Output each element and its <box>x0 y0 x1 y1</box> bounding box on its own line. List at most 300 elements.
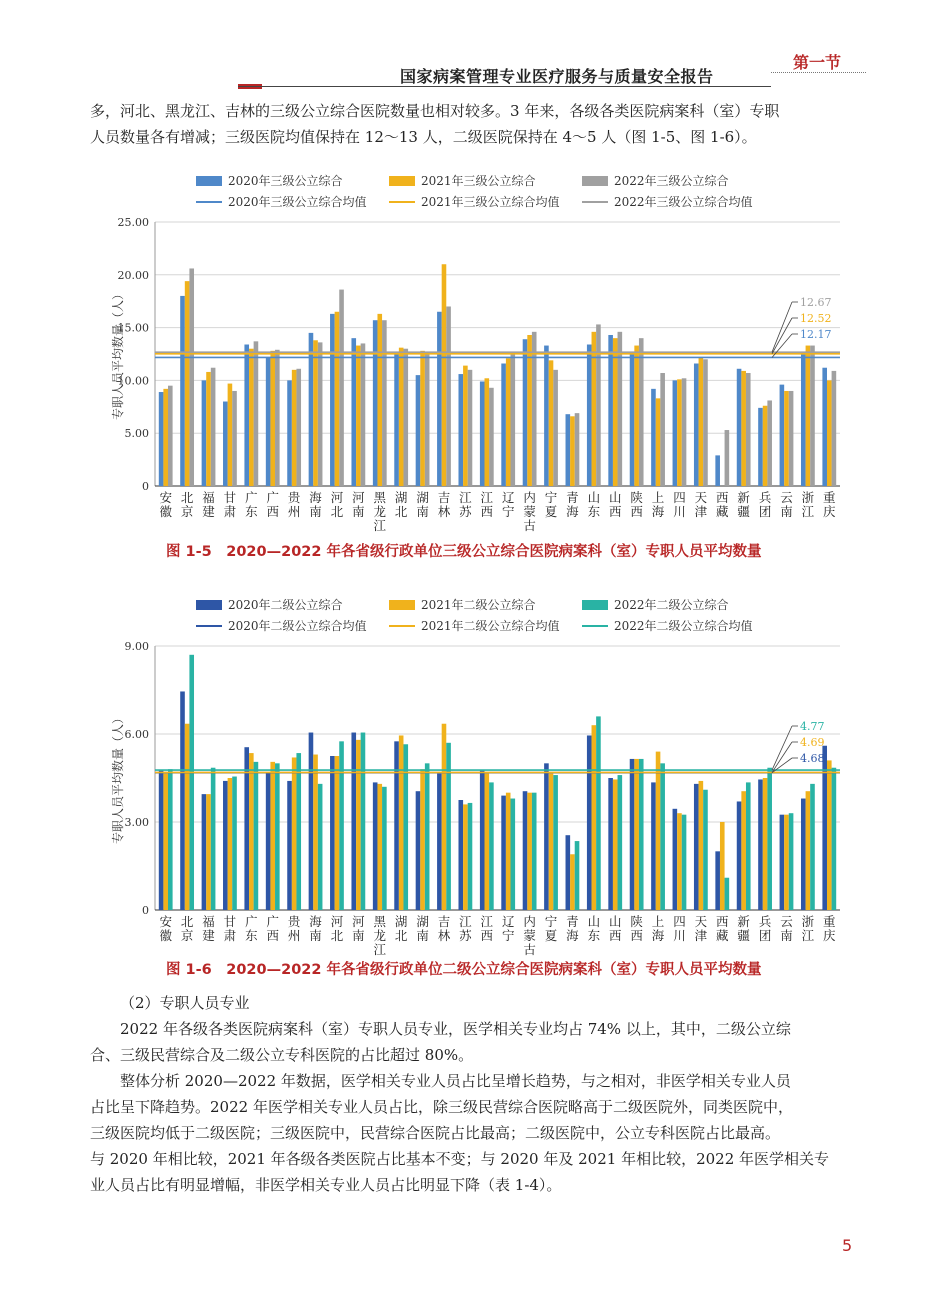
bar <box>373 320 378 486</box>
bar <box>746 782 751 910</box>
bar <box>382 320 387 486</box>
bar <box>287 781 292 910</box>
x-tick-label: 云南 <box>780 490 793 519</box>
running-header-title: 国家病案管理专业医疗服务与质量安全报告 <box>400 67 714 86</box>
bar <box>211 368 216 486</box>
bar <box>673 380 678 486</box>
page-number: 5 <box>842 1236 853 1255</box>
bar <box>694 364 699 487</box>
bar <box>244 345 249 487</box>
bar <box>660 373 665 486</box>
bar <box>202 794 207 910</box>
bar <box>437 774 442 910</box>
bar <box>270 351 275 486</box>
x-tick-label: 陕西 <box>630 914 643 943</box>
y-tick-label: 15.00 <box>117 321 149 335</box>
bar <box>587 345 592 487</box>
header-rule <box>238 86 771 87</box>
bar <box>501 364 506 487</box>
body-line: 与 2020 年相比较，2021 年各级各类医院占比基本不变；与 2020 年及 2021 年相比较，2022 年医学相关专 <box>90 1150 830 1168</box>
body-paragraphs <box>90 990 862 1198</box>
legend-label: 2021年三级公立综合 <box>421 174 536 188</box>
bar <box>587 735 592 910</box>
x-tick-label: 新疆 <box>737 914 750 943</box>
bar <box>737 369 742 486</box>
x-tick-label: 甘肃 <box>223 490 237 519</box>
bar <box>639 338 644 486</box>
bar <box>180 691 185 910</box>
bar <box>806 791 811 910</box>
bar <box>651 782 656 910</box>
bar <box>523 339 528 486</box>
bar <box>309 333 314 486</box>
x-tick-label: 重庆 <box>823 914 836 943</box>
bar <box>746 373 751 486</box>
bar <box>335 756 340 910</box>
bar <box>266 772 271 910</box>
bar <box>377 314 382 486</box>
bar <box>699 781 704 910</box>
bar <box>335 312 340 486</box>
bar <box>780 815 785 910</box>
bar <box>758 779 763 910</box>
bar <box>287 380 292 486</box>
body-line: 三级医院均低于二级医院；三级医院中，民营综合医院占比最高；二级医院中，公立专科医院占比最高。 <box>90 1124 781 1142</box>
legend-swatch <box>389 600 415 610</box>
x-tick-label: 四川 <box>673 490 686 519</box>
bar <box>789 391 794 486</box>
x-tick-label: 江西 <box>480 490 494 519</box>
y-tick-label: 5.00 <box>124 427 149 441</box>
bar <box>296 369 301 486</box>
bar <box>361 733 366 910</box>
bar <box>592 332 597 486</box>
bar <box>296 753 301 910</box>
bar <box>468 370 473 486</box>
bar <box>254 341 259 486</box>
x-tick-label: 浙江 <box>801 490 815 519</box>
x-tick-label: 内蒙古 <box>523 490 536 533</box>
bar <box>656 752 661 910</box>
bar <box>656 398 661 486</box>
x-tick-label: 上海 <box>651 914 665 943</box>
bar <box>618 775 623 910</box>
bar <box>313 340 318 486</box>
bar <box>608 778 613 910</box>
bar <box>351 338 356 486</box>
bar <box>523 791 528 910</box>
x-tick-label: 湖南 <box>416 490 429 519</box>
x-tick-label: 吉林 <box>437 490 451 519</box>
callout-leader <box>772 318 792 354</box>
bar <box>480 771 485 910</box>
legend-label: 2022年三级公立综合 <box>614 174 729 188</box>
bar <box>485 378 490 486</box>
bar <box>206 372 211 486</box>
bar <box>501 796 506 910</box>
legend-label: 2020年三级公立综合 <box>228 174 343 188</box>
bar <box>532 332 537 486</box>
bar <box>168 769 173 910</box>
bar <box>159 392 164 486</box>
bar <box>630 353 635 486</box>
bar <box>211 768 216 910</box>
bar <box>741 791 746 910</box>
legend-label: 2020年二级公立综合均值 <box>228 619 367 633</box>
mean-value-label: 4.77 <box>800 720 825 733</box>
bar <box>682 815 687 910</box>
y-axis-label: 专职人员平均数量（人） <box>111 287 125 421</box>
x-tick-label: 广东 <box>245 914 258 943</box>
bar <box>763 406 768 486</box>
bar <box>699 357 704 486</box>
bar <box>420 769 425 910</box>
bar <box>511 799 516 910</box>
bar <box>780 385 785 486</box>
x-tick-label: 辽宁 <box>501 490 515 519</box>
bar <box>442 724 447 910</box>
intro-paragraph <box>90 98 862 150</box>
x-tick-label: 云南 <box>780 914 793 943</box>
mean-value-label: 4.68 <box>800 752 825 765</box>
chart-fig-1-5 <box>0 160 950 532</box>
bar <box>801 352 806 486</box>
bar <box>694 784 699 910</box>
bar <box>575 841 580 910</box>
bar <box>403 744 408 910</box>
bar <box>394 353 399 486</box>
legend-label: 2021年三级公立综合均值 <box>421 195 560 209</box>
bar <box>425 763 430 910</box>
x-tick-label: 湖北 <box>394 490 408 519</box>
mean-value-label: 12.17 <box>800 328 832 341</box>
bar <box>416 375 421 486</box>
bar <box>189 268 194 486</box>
body-line: （2）专职人员专业 <box>120 994 250 1012</box>
bar <box>254 762 259 910</box>
y-axis-label: 专职人员平均数量（人） <box>111 711 125 845</box>
bar <box>822 368 827 486</box>
legend-label: 2020年二级公立综合 <box>228 598 343 612</box>
bar <box>468 803 473 910</box>
bar <box>463 804 468 910</box>
bar <box>356 346 361 486</box>
bar <box>596 324 601 486</box>
bar <box>330 756 335 910</box>
bar <box>446 743 451 910</box>
bar <box>720 822 725 910</box>
bar <box>592 725 597 910</box>
legend-swatch <box>196 176 222 186</box>
x-tick-label: 安徽 <box>159 490 172 519</box>
figure-caption-1-5: 图 1-5 2020—2022 年各省级行政单位三级公立综合医院病案科（室）专职人员平均数量 <box>166 544 762 560</box>
legend-label: 2021年二级公立综合 <box>421 598 536 612</box>
x-tick-label: 青海 <box>566 490 579 519</box>
bar <box>382 787 387 910</box>
bar <box>832 371 837 486</box>
bar <box>618 332 623 486</box>
bar <box>189 655 194 910</box>
x-tick-label: 四川 <box>673 914 686 943</box>
bar <box>437 312 442 486</box>
y-tick-label: 25.00 <box>117 216 149 229</box>
x-tick-label: 安徽 <box>159 914 172 943</box>
bar <box>532 793 537 910</box>
bar <box>677 379 682 486</box>
body-line: 合、三级民营综合及二级公立专科医院的占比超过 80%。 <box>90 1046 474 1064</box>
x-tick-label: 贵州 <box>287 490 301 519</box>
bar <box>399 735 404 910</box>
legend-label: 2022年二级公立综合 <box>614 598 729 612</box>
bar <box>232 391 237 486</box>
bar <box>682 378 687 486</box>
x-tick-label: 广西 <box>266 914 279 943</box>
bar <box>544 346 549 486</box>
bar <box>832 768 837 910</box>
intro-line: 多，河北、黑龙江、吉林的三级公立综合医院数量也相对较多。3 年来，各级各类医院病案科（室）专职 <box>90 102 780 120</box>
bar <box>703 359 708 486</box>
bar <box>737 801 742 910</box>
x-tick-label: 江苏 <box>459 490 472 519</box>
bar <box>249 349 254 486</box>
bar <box>810 784 815 910</box>
legend-swatch <box>582 600 608 610</box>
x-tick-label: 湖北 <box>394 914 408 943</box>
bar <box>553 370 558 486</box>
bar <box>485 774 490 910</box>
bar <box>511 354 516 486</box>
y-tick-label: 0 <box>142 480 149 493</box>
bar <box>403 349 408 486</box>
bar <box>703 790 708 910</box>
bar <box>763 778 768 910</box>
bar <box>741 371 746 486</box>
bar <box>446 306 451 486</box>
legend-swatch <box>196 600 222 610</box>
x-tick-label: 广东 <box>245 490 258 519</box>
bar <box>489 782 494 910</box>
bar <box>789 813 794 910</box>
legend-label: 2022年三级公立综合均值 <box>614 195 753 209</box>
bar <box>725 878 730 910</box>
bar <box>613 779 618 910</box>
y-tick-label: 9.00 <box>124 640 149 653</box>
bar <box>549 774 554 910</box>
bar <box>399 348 404 486</box>
bar <box>767 400 772 486</box>
callout-leader <box>772 726 792 770</box>
mean-value-label: 12.67 <box>800 296 832 309</box>
bar <box>266 357 271 486</box>
x-tick-label: 山东 <box>587 914 601 943</box>
bar <box>634 346 639 486</box>
bar <box>168 386 173 486</box>
bar <box>651 389 656 486</box>
x-tick-label: 兵团 <box>758 914 772 943</box>
bar <box>506 793 511 910</box>
bar <box>185 281 190 486</box>
bar <box>480 381 485 486</box>
mean-value-label: 4.69 <box>800 736 825 749</box>
x-tick-label: 宁夏 <box>544 490 558 519</box>
bar <box>163 389 168 486</box>
chart-fig-1-6 <box>0 584 950 956</box>
bar <box>223 781 228 910</box>
bar <box>458 800 463 910</box>
y-tick-label: 10.00 <box>117 374 149 388</box>
mean-value-label: 12.52 <box>800 312 832 325</box>
x-tick-label: 海南 <box>309 490 322 519</box>
bar <box>553 775 558 910</box>
bar <box>232 777 237 910</box>
x-tick-label: 宁夏 <box>544 914 558 943</box>
bar <box>549 360 554 486</box>
x-tick-label: 浙江 <box>801 914 815 943</box>
bar <box>544 763 549 910</box>
bar <box>784 391 789 486</box>
bar <box>810 346 815 486</box>
bar <box>767 768 772 910</box>
body-line: 业人员占比有明显增幅，非医学相关专业人员占比明显下降（表 1-4）。 <box>90 1176 562 1194</box>
body-line: 整体分析 2020—2022 年数据，医学相关专业人员占比呈增长趋势，与之相对，非医学相关专业人员 <box>120 1072 791 1090</box>
figure-caption-1-6: 图 1-6 2020—2022 年各省级行政单位二级公立综合医院病案科（室）专职人员平均数量 <box>166 962 762 978</box>
bar <box>249 753 254 910</box>
bar <box>425 353 430 486</box>
x-tick-label: 内蒙古 <box>523 914 536 957</box>
bar <box>313 755 318 910</box>
bar <box>442 264 447 486</box>
x-tick-label: 辽宁 <box>501 914 515 943</box>
bar <box>270 762 275 910</box>
bar <box>292 370 297 486</box>
bar <box>394 741 399 910</box>
x-tick-label: 西藏 <box>716 914 729 943</box>
bar <box>715 455 720 486</box>
legend-swatch <box>389 176 415 186</box>
callout-leader <box>772 742 792 772</box>
x-tick-label: 新疆 <box>737 490 750 519</box>
bar <box>758 408 763 486</box>
bar <box>159 771 164 910</box>
x-tick-label: 江西 <box>480 914 494 943</box>
x-tick-label: 河南 <box>352 914 365 943</box>
x-tick-label: 陕西 <box>630 490 643 519</box>
x-tick-label: 湖南 <box>416 914 429 943</box>
bar <box>420 351 425 486</box>
bar <box>318 342 323 486</box>
running-header-section: 第一节 <box>793 53 842 72</box>
x-tick-label: 黑龙江 <box>373 490 387 533</box>
bar <box>527 793 532 910</box>
x-tick-label: 江苏 <box>459 914 472 943</box>
x-tick-label: 天津 <box>694 914 708 943</box>
bar <box>339 290 344 486</box>
bar <box>292 757 297 910</box>
bar <box>715 851 720 910</box>
bar <box>275 350 280 486</box>
x-tick-label: 山西 <box>608 914 622 943</box>
bar <box>223 402 228 486</box>
bar <box>180 296 185 486</box>
x-tick-label: 山东 <box>587 490 601 519</box>
bar <box>244 747 249 910</box>
x-tick-label: 广西 <box>266 490 279 519</box>
y-tick-label: 6.00 <box>124 728 149 741</box>
bar <box>827 760 832 910</box>
bar <box>351 733 356 910</box>
x-tick-label: 兵团 <box>758 490 772 519</box>
bar <box>228 384 233 486</box>
legend-label: 2022年二级公立综合均值 <box>614 619 753 633</box>
bar <box>339 741 344 910</box>
x-tick-label: 黑龙江 <box>373 914 387 957</box>
bar <box>784 815 789 910</box>
bar <box>356 740 361 910</box>
bar <box>566 414 571 486</box>
x-tick-label: 天津 <box>694 490 708 519</box>
x-tick-label: 海南 <box>309 914 322 943</box>
bar <box>163 774 168 910</box>
bar <box>575 413 580 486</box>
bar <box>634 759 639 910</box>
x-tick-label: 山西 <box>608 490 622 519</box>
bar <box>596 716 601 910</box>
x-tick-label: 福建 <box>202 914 215 943</box>
bar <box>373 782 378 910</box>
bar <box>570 416 575 486</box>
x-tick-label: 青海 <box>566 914 579 943</box>
x-tick-label: 河南 <box>352 490 365 519</box>
bar <box>275 763 280 910</box>
bar <box>801 799 806 910</box>
bar <box>725 430 730 486</box>
body-line: 占比呈下降趋势。2022 年医学相关专业人员占比，除三级民营综合医院略高于二级医院外，同类医院中， <box>90 1098 793 1116</box>
x-tick-label: 河北 <box>330 914 344 943</box>
x-tick-label: 西藏 <box>716 490 729 519</box>
bar <box>677 813 682 910</box>
legend-label: 2020年三级公立综合均值 <box>228 195 367 209</box>
x-tick-label: 吉林 <box>437 914 451 943</box>
x-tick-label: 贵州 <box>287 914 301 943</box>
x-tick-label: 北京 <box>180 490 194 519</box>
bar <box>639 759 644 910</box>
header-dotted-rule <box>771 72 866 74</box>
bar <box>202 380 207 486</box>
bar <box>361 343 366 486</box>
bar <box>489 388 494 486</box>
bar <box>673 809 678 910</box>
bar <box>806 346 811 486</box>
body-line: 2022 年各级各类医院病案科（室）专职人员专业，医学相关专业均占 74% 以上，其中，二级公立综 <box>120 1020 791 1038</box>
x-tick-label: 北京 <box>180 914 194 943</box>
bar <box>206 794 211 910</box>
bar <box>318 784 323 910</box>
bar <box>377 784 382 910</box>
x-tick-label: 重庆 <box>823 490 836 519</box>
legend-swatch <box>582 176 608 186</box>
legend-label: 2021年二级公立综合均值 <box>421 619 560 633</box>
bar <box>630 759 635 910</box>
bar <box>416 791 421 910</box>
bar <box>827 380 832 486</box>
bar <box>185 724 190 910</box>
bar <box>330 314 335 486</box>
bar <box>228 778 233 910</box>
x-tick-label: 河北 <box>330 490 344 519</box>
bar <box>506 358 511 486</box>
x-tick-label: 甘肃 <box>223 914 237 943</box>
y-tick-label: 0 <box>142 904 149 917</box>
